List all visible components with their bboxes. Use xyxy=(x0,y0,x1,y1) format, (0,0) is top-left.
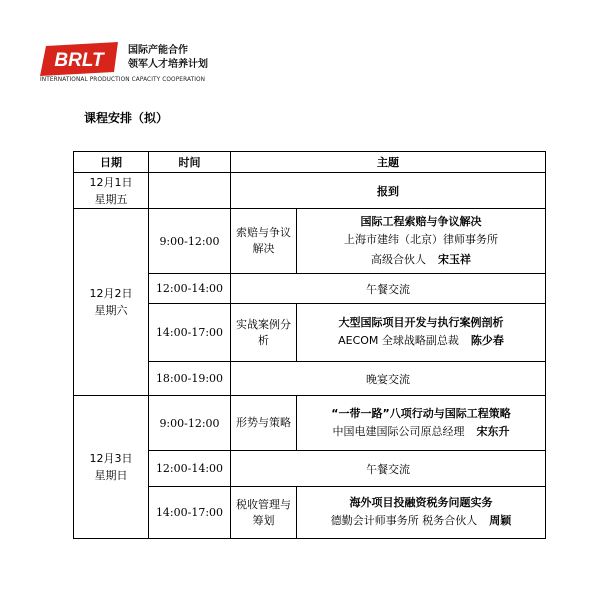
topic-title: “一带一路”八项行动与国际工程策略 xyxy=(331,406,511,420)
speaker-name: 宋玉祥 xyxy=(438,252,471,266)
time-cell: 12:00-14:00 xyxy=(149,451,231,487)
logo-brand: BRLT xyxy=(54,50,104,71)
logo-cn-line2: 领军人才培养计划 xyxy=(128,59,208,70)
speaker-role: 高级合伙人 xyxy=(371,252,426,266)
topic-speaker-line xyxy=(297,250,545,270)
time-cell: 14:00-17:00 xyxy=(149,304,231,362)
break-cell: 晚宴交流 xyxy=(231,362,546,396)
category-cell: 索赔与争议解决 xyxy=(231,209,297,274)
time-cell: 12:00-14:00 xyxy=(149,274,231,304)
section-title: 课程安排（拟） xyxy=(84,111,169,125)
time-cell: 18:00-19:00 xyxy=(149,362,231,396)
category-cell: 实战案例分析 xyxy=(231,304,297,362)
logo-english-name: INTERNATIONAL PRODUCTION CAPACITY COOPERATION xyxy=(40,77,206,83)
header-topic: 主题 xyxy=(231,152,546,173)
brlt-logo-icon xyxy=(40,42,120,76)
topic-cell xyxy=(297,209,546,274)
registration-cell: 报到 xyxy=(231,173,546,209)
logo xyxy=(40,40,240,90)
time-cell: 9:00-12:00 xyxy=(149,396,231,451)
header-time: 时间 xyxy=(149,152,231,173)
topic-cell xyxy=(297,487,546,539)
logo-cn-line1: 国际产能合作 xyxy=(128,45,188,56)
date: 12月3日 xyxy=(89,452,133,465)
time-cell: 14:00-17:00 xyxy=(149,487,231,539)
topic-speaker-line xyxy=(297,511,545,531)
category-cell: 形势与策略 xyxy=(231,396,297,451)
weekday: 星期六 xyxy=(94,304,128,317)
date-cell xyxy=(74,396,149,539)
time-cell-empty xyxy=(149,173,231,209)
speaker-role: 中国电建国际公司原总经理 xyxy=(332,424,465,438)
speaker-name: 宋东升 xyxy=(476,424,510,438)
speaker-role: 德勤会计师事务所 税务合伙人 xyxy=(330,514,478,527)
table-row xyxy=(74,396,546,451)
topic-speaker-line xyxy=(297,331,545,351)
time-cell: 9:00-12:00 xyxy=(149,209,231,274)
speaker-name: 陈少春 xyxy=(470,334,504,347)
topic-title: 国际工程索赔与争议解决 xyxy=(360,214,482,228)
header-date: 日期 xyxy=(74,152,149,173)
break-cell: 午餐交流 xyxy=(231,274,546,304)
topic-title: 海外项目投融资税务问题实务 xyxy=(349,496,493,509)
break-cell: 午餐交流 xyxy=(231,451,546,487)
table-row xyxy=(74,209,546,274)
date: 12月2日 xyxy=(89,287,133,300)
table-row xyxy=(74,173,546,209)
table-header-row xyxy=(74,152,546,173)
topic-speaker-line xyxy=(297,422,545,442)
speaker-name: 周颖 xyxy=(489,514,512,527)
category-cell: 税收管理与筹划 xyxy=(231,487,297,539)
date-cell xyxy=(74,209,149,396)
topic-org: 上海市建纬（北京）律师事务所 xyxy=(344,232,498,246)
topic-cell xyxy=(297,396,546,451)
topic-cell xyxy=(297,304,546,362)
weekday: 星期日 xyxy=(94,469,128,482)
topic-title: 大型国际项目开发与执行案例剖析 xyxy=(338,316,504,329)
date: 12月1日 xyxy=(89,175,133,189)
logo-chinese-name xyxy=(128,44,208,72)
speaker-role: AECOM 全球战略副总裁 xyxy=(338,334,459,347)
schedule-table xyxy=(73,151,546,539)
date-cell xyxy=(74,173,149,209)
weekday: 星期五 xyxy=(94,192,128,206)
